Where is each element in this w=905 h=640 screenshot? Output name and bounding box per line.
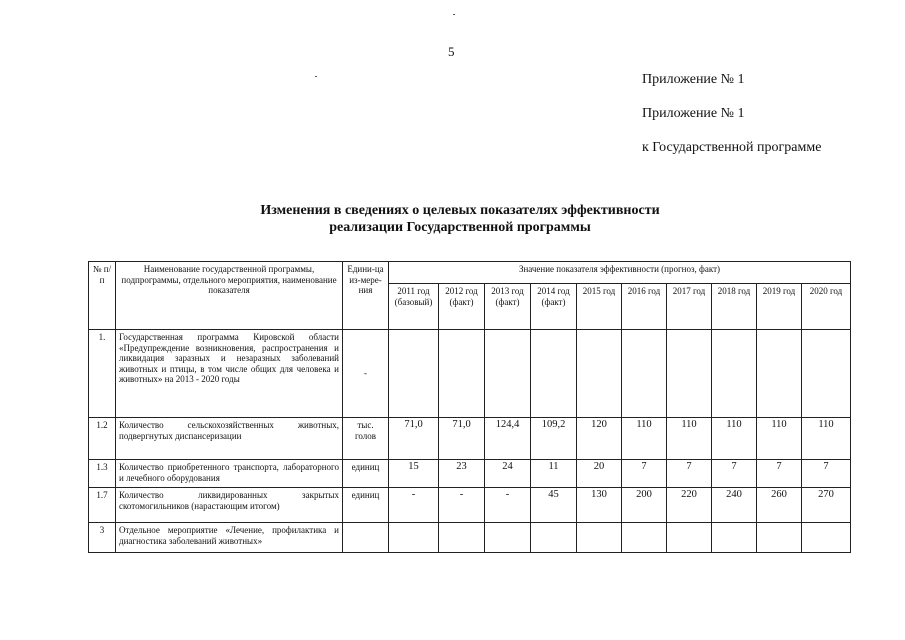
indicator-name: Количество сельскохозяйственных животных, подвергнутых диспансеризации bbox=[116, 418, 343, 460]
value-cell: 260 bbox=[757, 488, 802, 523]
value-cell bbox=[389, 330, 439, 418]
value-cell: 110 bbox=[757, 418, 802, 460]
value-cell: 120 bbox=[577, 418, 622, 460]
value-cell bbox=[622, 330, 667, 418]
table-row bbox=[89, 460, 851, 488]
value-cell: 23 bbox=[439, 460, 485, 488]
value-cell: 7 bbox=[802, 460, 851, 488]
value-cell: 71,0 bbox=[439, 418, 485, 460]
indicator-name: Количество ликвидированных закрытых скотомогильников (нарастающим итогом) bbox=[116, 488, 343, 523]
value-cell: 270 bbox=[802, 488, 851, 523]
table-row bbox=[89, 488, 851, 523]
value-cell: 20 bbox=[577, 460, 622, 488]
indicator-name: Отдельное мероприятие «Лечение, профилактика и диагностика заболеваний животных» bbox=[116, 523, 343, 553]
value-cell: 110 bbox=[712, 418, 757, 460]
value-cell: - bbox=[389, 488, 439, 523]
value-cell: 109,2 bbox=[531, 418, 577, 460]
title-line: Изменения в сведениях о целевых показателях эффективности bbox=[260, 203, 660, 218]
value-cell bbox=[802, 330, 851, 418]
value-cell: 11 bbox=[531, 460, 577, 488]
value-cell bbox=[667, 330, 712, 418]
header-year: 2016 год bbox=[622, 284, 667, 330]
value-cell: 220 bbox=[667, 488, 712, 523]
unit-cell: - bbox=[343, 330, 389, 418]
value-cell: 130 bbox=[577, 488, 622, 523]
header-year: 2014 год (факт) bbox=[531, 284, 577, 330]
header-year: 2012 год (факт) bbox=[439, 284, 485, 330]
value-cell: 110 bbox=[622, 418, 667, 460]
value-cell bbox=[802, 523, 851, 553]
value-cell: 7 bbox=[757, 460, 802, 488]
header-year: 2020 год bbox=[802, 284, 851, 330]
unit-cell bbox=[343, 523, 389, 553]
row-number: 1. bbox=[89, 330, 116, 418]
scan-speck bbox=[453, 14, 455, 15]
indicator-name: Количество приобретенного транспорта, лабораторного и лечебного оборудования bbox=[116, 460, 343, 488]
row-number: 1.7 bbox=[89, 488, 116, 523]
scan-speck bbox=[315, 76, 317, 77]
value-cell: 240 bbox=[712, 488, 757, 523]
row-number: 1.2 bbox=[89, 418, 116, 460]
value-cell: 124,4 bbox=[485, 418, 531, 460]
header-year: 2011 год (базовый) bbox=[389, 284, 439, 330]
unit-cell: единиц bbox=[343, 488, 389, 523]
value-cell: - bbox=[439, 488, 485, 523]
value-cell bbox=[757, 330, 802, 418]
header-year: 2015 год bbox=[577, 284, 622, 330]
table-row bbox=[89, 523, 851, 553]
row-number: 1.3 bbox=[89, 460, 116, 488]
value-cell bbox=[531, 523, 577, 553]
value-cell bbox=[622, 523, 667, 553]
page-number: 5 bbox=[448, 44, 455, 59]
value-cell: 15 bbox=[389, 460, 439, 488]
header-year: 2013 год (факт) bbox=[485, 284, 531, 330]
header-year: 2018 год bbox=[712, 284, 757, 330]
value-cell bbox=[667, 523, 712, 553]
value-cell bbox=[757, 523, 802, 553]
header-values-group: Значение показателя эффективности (прогноз, факт) bbox=[389, 262, 851, 284]
value-cell: 45 bbox=[531, 488, 577, 523]
value-cell bbox=[485, 330, 531, 418]
value-cell: 110 bbox=[802, 418, 851, 460]
value-cell bbox=[577, 330, 622, 418]
row-number: 3 bbox=[89, 523, 116, 553]
header-unit: Едини-ца из-мере-ния bbox=[343, 262, 389, 330]
value-cell bbox=[439, 523, 485, 553]
value-cell: 71,0 bbox=[389, 418, 439, 460]
value-cell bbox=[531, 330, 577, 418]
value-cell: 24 bbox=[485, 460, 531, 488]
value-cell: 7 bbox=[712, 460, 757, 488]
appendix-line: Приложение № 1 bbox=[642, 72, 745, 87]
value-cell bbox=[577, 523, 622, 553]
header-year: 2019 год bbox=[757, 284, 802, 330]
table-row bbox=[89, 418, 851, 460]
value-cell bbox=[712, 523, 757, 553]
appendix-reference: к Государственной программе bbox=[642, 140, 822, 155]
value-cell: 200 bbox=[622, 488, 667, 523]
unit-cell: единиц bbox=[343, 460, 389, 488]
value-cell: 7 bbox=[667, 460, 712, 488]
header-name: Наименование государственной программы, подпрограммы, отдельного мероприятия, наименование показателя bbox=[116, 262, 343, 330]
header-num: № п/п bbox=[89, 262, 116, 330]
table-row bbox=[89, 330, 851, 418]
value-cell: 110 bbox=[667, 418, 712, 460]
value-cell: - bbox=[485, 488, 531, 523]
header-year: 2017 год bbox=[667, 284, 712, 330]
document-title bbox=[210, 202, 710, 236]
indicator-name: Государственная программа Кировской области «Предупреждение возникновения, распространения и ликвидация заразных и незаразных заболеваний животных и птицы, в том числе общих для человека и животных» на 2013 - 2020 годы bbox=[116, 330, 343, 418]
value-cell: 7 bbox=[622, 460, 667, 488]
value-cell bbox=[439, 330, 485, 418]
indicators-table bbox=[88, 261, 851, 553]
value-cell bbox=[389, 523, 439, 553]
title-line: реализации Государственной программы bbox=[329, 220, 591, 235]
appendix-line: Приложение № 1 bbox=[642, 106, 745, 121]
value-cell bbox=[485, 523, 531, 553]
value-cell bbox=[712, 330, 757, 418]
unit-cell: тыс. голов bbox=[343, 418, 389, 460]
